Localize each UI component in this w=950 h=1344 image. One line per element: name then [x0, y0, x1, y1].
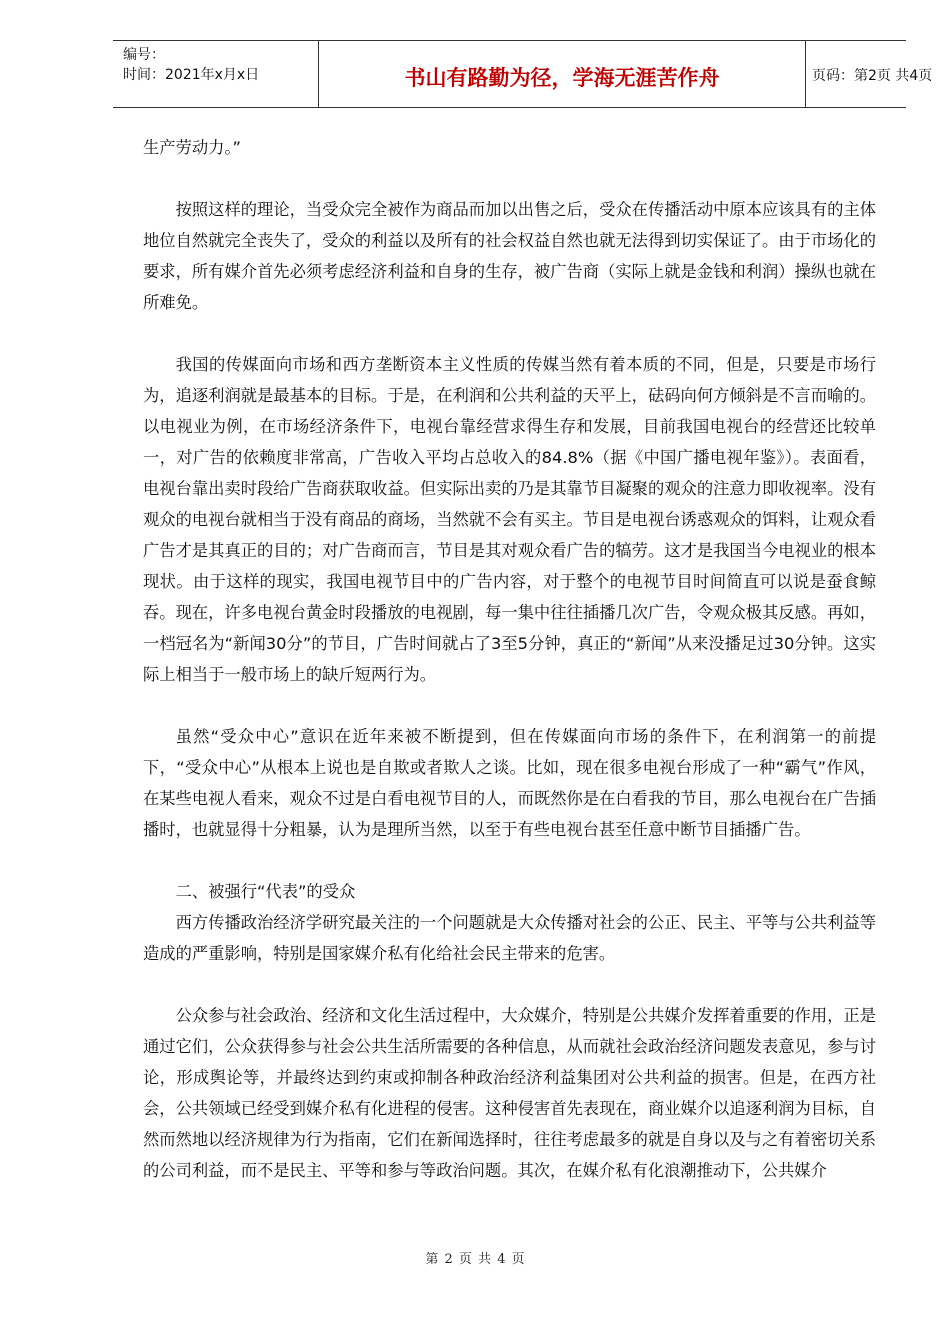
- page-header: [113, 40, 933, 108]
- header-meta-cell: [113, 41, 318, 107]
- paragraph-5: 公众参与社会政治、经济和文化生活过程中，大众媒介，特别是公共媒介发挥着重要的作用，正是通过它们，公众获得参与社会公共生活所需要的各种信息，从而就社会政治经济问题发表意见，参与讨论，形成舆论等，并最终达到约束或抑制各种政治经济利益集团对公共利益的损害。但是，在西方社会，公共领域已经受到媒介私有化进程的侵害。这种侵害首先表现在，商业媒介以追逐利润为目标，自然而然地以经济规律为行为指南，它们在新闻选择时，往往考虑最多的就是自身以及与之有着密切关系的公司利益，而不是民主、平等和参与等政治问题。其次，在媒介私有化浪潮推动下，公共媒介: [143, 1006, 876, 1180]
- paragraph-2: 我国的传媒面向市场和西方垄断资本主义性质的传媒当然有着本质的不同，但是，只要是市场行为，追逐利润就是最基本的目标。于是，在利润和公共利益的天平上，砝码向何方倾斜是不言而喻的。以电视业为例，在市场经济条件下，电视台靠经营求得生存和发展，目前我国电视台的经营还比较单一，对广告的依赖度非常高，广告收入平均占总收入的84.8%（据《中国广播电视年鉴》）。表面看，电视台靠出卖时段给广告商获取收益。但实际出卖的乃是其靠节目凝聚的观众的注意力即收视率。没有观众的电视台就相当于没有商品的商场，当然就不会有买主。节目是电视台诱惑观众的饵料，让观众看广告才是其真正的目的；对广告商而言，节目是其对观众看广告的犒劳。这才是我国当今电视业的根本现状。由于这样的现实，我国电视节目中的广告内容，对于整个的电视节目时间简直可以说是蚕食鲸吞。现在，许多电视台黄金时段播放的电视剧，每一集中往往插播几次广告，令观众极其反感。再如，一档冠名为“新闻30分”的节目，广告时间就占了3至5分钟，真正的“新闻”从来没播足过30分钟。这实际上相当于一般市场上的缺斤短两行为。: [143, 355, 876, 684]
- time-label: 时间：2021年x月x日: [123, 67, 260, 83]
- page-code: 页码：第2页 共4页: [812, 68, 933, 84]
- paragraph-1: 按照这样的理论，当受众完全被作为商品而加以出售之后，受众在传播活动中原本应该具有的主体地位自然就完全丧失了，受众的利益以及所有的社会权益自然也就无法得到切实保证了。由于市场化的要求，所有媒介首先必须考虑经济利益和自身的生存，被广告商（实际上就是金钱和利润）操纵也就在所难免。: [143, 200, 876, 312]
- paragraph-4: 西方传播政治经济学研究最关注的一个问题就是大众传播对社会的公正、民主、平等与公共利益等造成的严重影响，特别是国家媒介私有化给社会民主带来的危害。: [143, 913, 876, 963]
- document-body: [143, 132, 876, 1186]
- header-motto-cell: [318, 41, 806, 107]
- serial-label: 编号：: [123, 47, 165, 63]
- paragraph-continuation: 生产劳动力。”: [143, 138, 241, 157]
- header-page-cell: [804, 41, 933, 107]
- motto-text: 书山有路勤为径，学海无涯苦作舟: [404, 65, 720, 90]
- paragraph-3: 虽然“受众中心”意识在近年来被不断提到，但在传媒面向市场的条件下，在利润第一的前提下，“受众中心”从根本上说也是自欺或者欺人之谈。比如，现在很多电视台形成了一种“霸气”作风，在某些电视人看来，观众不过是白看电视节目的人，而既然你是在白看我的节目，那么电视台在广告插播时，也就显得十分粗暴，认为是理所当然，以至于有些电视台甚至任意中断节目插播广告。: [143, 727, 876, 839]
- section-heading: 二、被强行“代表”的受众: [175, 882, 356, 901]
- page-footer: 第 2 页 共 4 页: [425, 1252, 525, 1267]
